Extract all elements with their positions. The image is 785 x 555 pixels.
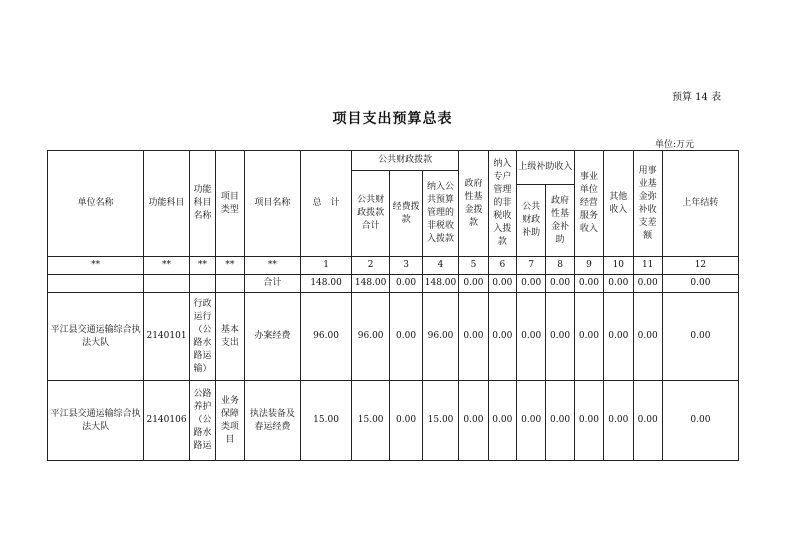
index-cell: 10 (604, 257, 633, 275)
header-superior-gov-fund: 政府性基金补助 (546, 185, 574, 257)
value-cell: 0.00 (662, 275, 738, 293)
project-cell: 办案经费 (244, 293, 301, 381)
header-project-type: 项目类型 (216, 151, 244, 257)
value-cell: 0.00 (459, 293, 488, 381)
value-cell: 0.00 (546, 381, 574, 461)
value-cell: 0.00 (662, 381, 738, 461)
header-public-finance: 公共财政拨款 (351, 151, 458, 171)
header-special-non-tax: 纳入专户管理的非税收入拨款 (488, 151, 516, 257)
header-superior-public: 公共财政补助 (517, 185, 546, 257)
header-gov-fund: 政府性基金拨款 (459, 151, 488, 257)
empty-cell (189, 275, 215, 293)
value-cell: 0.00 (390, 275, 422, 293)
code-cell: 2140106 (144, 381, 190, 461)
value-cell: 0.00 (517, 275, 546, 293)
empty-cell (216, 275, 244, 293)
index-cell: 9 (574, 257, 603, 275)
value-cell: 0.00 (546, 293, 574, 381)
header-func-subject: 功能科目 (144, 151, 190, 257)
header-other-income: 其他收入 (604, 151, 633, 257)
form-number: 预算 14 表 (672, 92, 722, 103)
unit-label: 单位:万元 (655, 140, 695, 150)
index-cell: ** (216, 257, 244, 275)
empty-cell (144, 275, 190, 293)
page-title: 项目支出预算总表 (332, 111, 453, 127)
index-row (48, 257, 739, 275)
index-cell: 12 (662, 257, 738, 275)
header-non-tax: 纳入公共预算管理的非税收入拨款 (422, 171, 458, 257)
index-cell: 8 (546, 257, 574, 275)
value-cell: 0.00 (574, 293, 603, 381)
value-cell: 0.00 (459, 381, 488, 461)
value-cell: 0.00 (604, 381, 633, 461)
value-cell: 0.00 (574, 275, 603, 293)
index-cell: ** (189, 257, 215, 275)
value-cell: 0.00 (390, 381, 422, 461)
header-total: 总 计 (301, 151, 352, 257)
index-cell: 6 (488, 257, 516, 275)
type-cell: 基本支出 (216, 293, 244, 381)
value-cell: 0.00 (633, 381, 662, 461)
value-cell: 0.00 (633, 293, 662, 381)
value-cell: 0.00 (633, 275, 662, 293)
index-cell: 5 (459, 257, 488, 275)
code-cell: 2140101 (144, 293, 190, 381)
value-cell: 0.00 (604, 275, 633, 293)
subject-name-cell: 行政运行（公路水路运输） (189, 293, 215, 381)
index-cell: ** (48, 257, 144, 275)
header-fund-gap: 用事业基金弥补收支差额 (633, 151, 662, 257)
value-cell: 148.00 (301, 275, 352, 293)
project-cell: 执法装备及春运经费 (244, 381, 301, 461)
header-superior-subsidy: 上级补助收入 (517, 151, 575, 185)
value-cell: 15.00 (351, 381, 389, 461)
header-carryover: 上年结转 (662, 151, 738, 257)
index-cell: 7 (517, 257, 546, 275)
index-cell: 3 (390, 257, 422, 275)
value-cell: 96.00 (351, 293, 389, 381)
value-cell: 96.00 (301, 293, 352, 381)
value-cell: 96.00 (422, 293, 458, 381)
total-label: 合计 (244, 275, 301, 293)
index-cell: 2 (351, 257, 389, 275)
header-func-subject-name: 功能科目名称 (189, 151, 215, 257)
empty-cell (48, 275, 144, 293)
value-cell: 0.00 (488, 293, 516, 381)
value-cell: 0.00 (459, 275, 488, 293)
index-cell: 4 (422, 257, 458, 275)
value-cell: 0.00 (604, 293, 633, 381)
type-cell: 业务保障类项目 (216, 381, 244, 461)
subject-name-cell: 公路养护（公路水路运 (189, 381, 215, 461)
value-cell: 15.00 (301, 381, 352, 461)
header-unit-name: 单位名称 (48, 151, 144, 257)
value-cell: 0.00 (574, 381, 603, 461)
value-cell: 0.00 (488, 275, 516, 293)
value-cell: 15.00 (422, 381, 458, 461)
value-cell: 0.00 (488, 381, 516, 461)
table-row (48, 381, 739, 461)
value-cell: 0.00 (517, 293, 546, 381)
header-operating: 事业单位经营服务收入 (574, 151, 603, 257)
index-cell: 11 (633, 257, 662, 275)
value-cell: 148.00 (422, 275, 458, 293)
index-cell: ** (244, 257, 301, 275)
value-cell: 0.00 (517, 381, 546, 461)
total-row (48, 275, 739, 293)
header-funding: 经费拨款 (390, 171, 422, 257)
budget-table (47, 150, 739, 461)
unit-name-cell: 平江县交通运输综合执法大队 (48, 293, 144, 381)
value-cell: 0.00 (546, 275, 574, 293)
table-row (48, 293, 739, 381)
header-public-finance-total: 公共财政拨款合计 (351, 171, 389, 257)
value-cell: 0.00 (662, 293, 738, 381)
index-cell: ** (144, 257, 190, 275)
header-project-name: 项目名称 (244, 151, 301, 257)
unit-name-cell: 平江县交通运输综合执法大队 (48, 381, 144, 461)
index-cell: 1 (301, 257, 352, 275)
value-cell: 148.00 (351, 275, 389, 293)
value-cell: 0.00 (390, 293, 422, 381)
